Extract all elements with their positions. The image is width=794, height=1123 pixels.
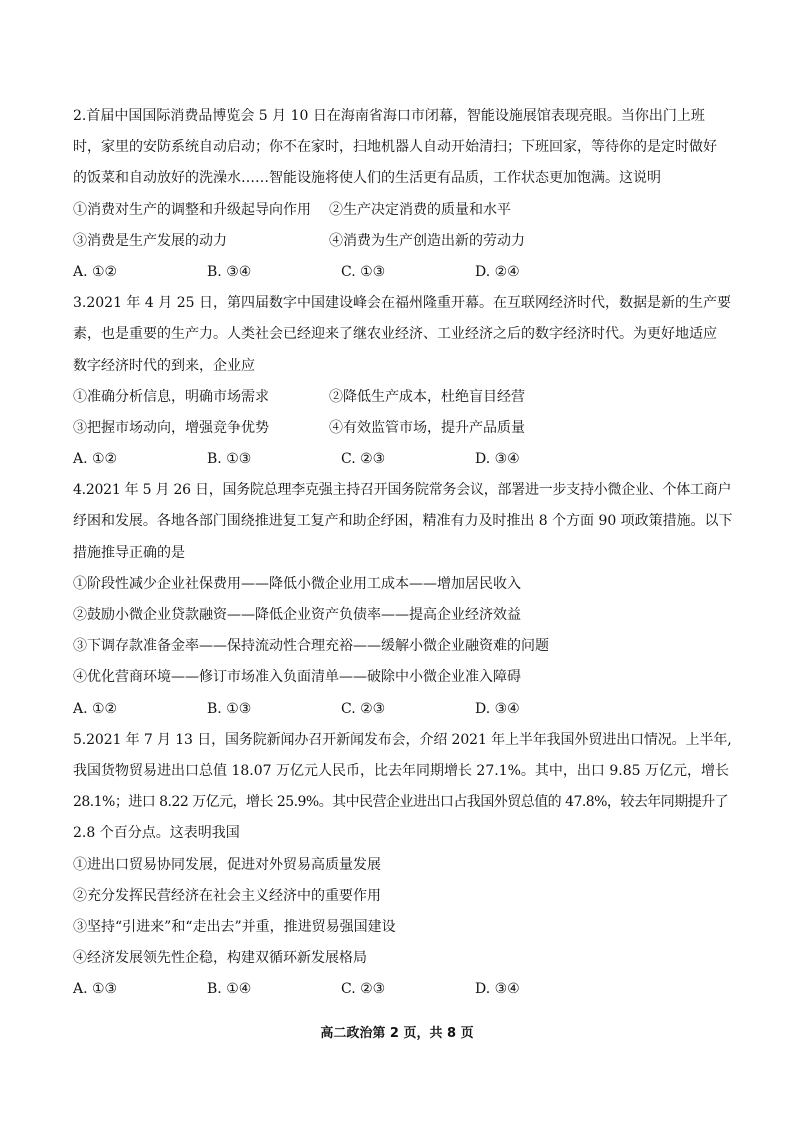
choice-d[interactable]: D. ③④: [475, 451, 520, 468]
question-4: [73, 475, 733, 725]
statement-2: ②鼓励小微企业贷款融资——降低企业资产负债率——提高企业经济效益: [73, 607, 521, 623]
statement-3: ③坚持“引进来”和“走出去”并重，推进贸易强国建设: [73, 918, 396, 935]
statement-row: [73, 382, 733, 413]
statement-4: ④有效监管市场，提升产品质量: [329, 419, 525, 436]
question-stem-line: 4.2021 年 5 月 26 日，国务院总理李克强主持召开国务院常务会议，部署进一步支持小微企业、个体工商户: [73, 482, 732, 499]
choice-c[interactable]: C. ①③: [341, 263, 386, 280]
question-stem-line: 素，也是重要的生产力。人类社会已经迎来了继农业经济、工业经济之后的数字经济时代。为更好地适应: [73, 326, 717, 343]
statement-1: ①阶段性减少企业社保费用——降低小微企业用工成本——增加居民收入: [73, 575, 521, 592]
choice-b[interactable]: B. ①③: [207, 700, 252, 717]
question-stem-line: 2.首届中国国际消费品博览会 5 月 10 日在海南省海口市闭幕，智能设施展馆表现亮眼。当你出门上班: [73, 108, 705, 124]
question-stem-line: 5.2021 年 7 月 13 日，国务院新闻办召开新闻发布会，介绍 2021 年上半年我国外贸进出口情况。上半年,: [73, 731, 732, 748]
choice-row: [73, 974, 733, 1005]
statement-4: ④消费为生产创造出新的劳动力: [329, 232, 525, 249]
choice-b[interactable]: B. ③④: [207, 263, 252, 280]
statement-1: ①准确分析信息，明确市场需求: [73, 388, 269, 405]
choice-a[interactable]: A. ①②: [73, 700, 118, 717]
statement-1: ①进出口贸易协同发展，促进对外贸易高质量发展: [73, 856, 381, 873]
statement-4: ④优化营商环境——修订市场准入负面清单——破除中小微企业准入障碍: [73, 669, 521, 686]
question-3: [73, 288, 733, 475]
choice-d[interactable]: D. ②④: [475, 263, 520, 280]
statement-2: ②充分发挥民营经济在社会主义经济中的重要作用: [73, 887, 381, 904]
statement-row: [73, 226, 733, 257]
question-stem-line: 2.8 个百分点。这表明我国: [73, 825, 240, 842]
question-stem-line: 我国货物贸易进出口总值 18.07 万亿元人民币，比去年同期增长 27.1%。其中，出口 9.85 万亿元，增长: [73, 762, 729, 779]
statement-3: ③消费是生产发展的动力: [73, 232, 227, 249]
choice-c[interactable]: C. ②③: [341, 700, 386, 717]
question-stem-line: 时，家里的安防系统自动启动；你不在家时，扫地机器人自动开始清扫；下班回家，等待你的是定时做好: [73, 139, 717, 156]
choice-c[interactable]: C. ②③: [341, 451, 386, 468]
choice-d[interactable]: D. ③④: [475, 981, 520, 998]
choice-c[interactable]: C. ②③: [341, 981, 386, 998]
statement-3: ③下调存款准备金率——保持流动性合理充裕——缓解小微企业融资难的问题: [73, 638, 549, 655]
statement-4: ④经济发展领先性企稳，构建双循环新发展格局: [73, 950, 367, 967]
question-stem-line: 28.1%；进口 8.22 万亿元，增长 25.9%。其中民营企业进出口占我国外贸总值的 47.8%，较去年同期提升了: [73, 794, 729, 811]
choice-row: [73, 694, 733, 725]
question-stem-line: 纾困和发展。各地各部门围绕推进复工复产和助企纾困，精准有力及时推出 8 个方面 90 项政策措施。以下: [73, 513, 733, 530]
page-footer: 高二政治第 2 页，共 8 页: [320, 1026, 474, 1041]
choice-a[interactable]: A. ①②: [73, 451, 118, 468]
statement-3: ③把握市场动向，增强竞争优势: [73, 419, 269, 436]
choice-d[interactable]: D. ③④: [475, 700, 520, 717]
question-stem-line: 3.2021 年 4 月 25 日，第四届数字中国建设峰会在福州隆重开幕。在互联网经济时代，数据是新的生产要: [73, 295, 731, 312]
choice-row: [73, 444, 733, 475]
statement-1: ①消费对生产的调整和升级起导向作用: [73, 201, 311, 218]
question-5: [73, 725, 733, 1006]
question-2: [73, 101, 733, 288]
choice-row: [73, 257, 733, 288]
statement-row: [73, 413, 733, 444]
choice-b[interactable]: B. ①④: [207, 981, 252, 998]
statement-row: [73, 195, 733, 226]
question-stem-line: 措施推导正确的是: [73, 544, 185, 561]
question-stem-line: 的饭菜和自动放好的洗澡水……智能设施将使人们的生活更有品质，工作状态更加饱满。这说明: [73, 170, 661, 187]
exam-page: [73, 101, 733, 1005]
choice-b[interactable]: B. ①③: [207, 451, 252, 468]
choice-a[interactable]: A. ①③: [73, 981, 118, 998]
question-stem-line: 数字经济时代的到来，企业应: [73, 357, 255, 374]
choice-a[interactable]: A. ①②: [73, 263, 118, 280]
statement-2: ②生产决定消费的质量和水平: [329, 201, 511, 218]
statement-2: ②降低生产成本，杜绝盲目经营: [329, 388, 525, 405]
